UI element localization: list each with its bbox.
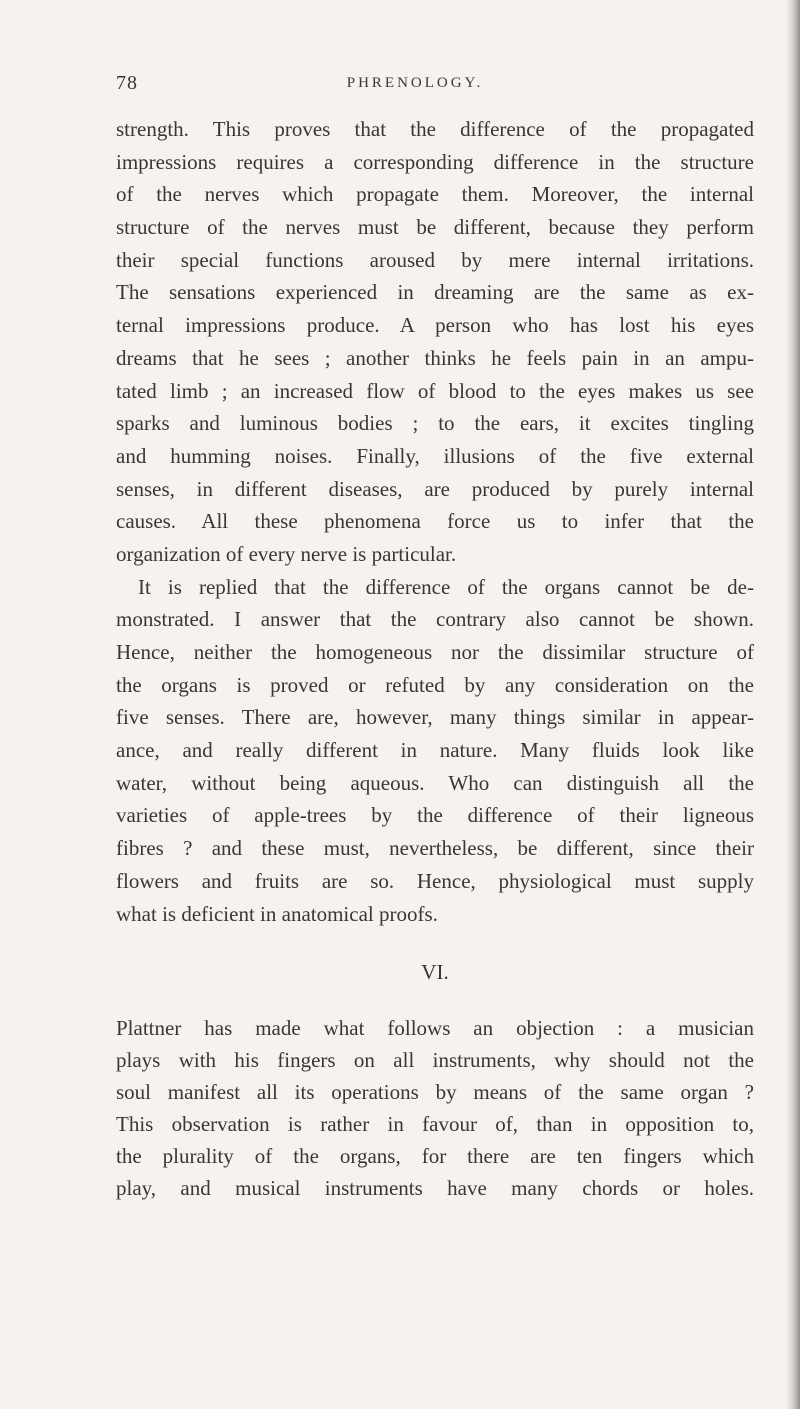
text-line: soul manifest all its operations by means of the same organ ? [116,1080,754,1104]
text-line: dreams that he sees ; another thinks he feels pain in an ampu- [116,345,754,370]
text-line: It is replied that the difference of the organs cannot be de- [138,574,754,599]
page-number: 78 [116,72,138,94]
text-line: monstrated. I answer that the contrary also cannot be shown. [116,607,754,632]
body-text-section-6 [116,1012,754,1204]
text-line: the organs is proved or refuted by any consideration on the [116,672,754,697]
page-header [0,72,800,102]
text-line: tated limb ; an increased flow of blood to the eyes makes us see [116,378,754,403]
text-line: structure of the nerves must be different, because they perform [116,215,754,240]
text-line: ternal impressions produce. A person who has lost his eyes [116,313,754,338]
text-line: The sensations experienced in dreaming are the same as ex- [116,280,754,305]
text-line: impressions requires a corresponding difference in the structure [116,149,754,174]
text-line: five senses. There are, however, many things similar in appear- [116,705,754,730]
section-heading: VI. [421,960,449,984]
text-line: play, and musical instruments have many chords or holes. [116,1176,754,1200]
text-line: Hence, neither the homogeneous nor the dissimilar structure of [116,640,754,664]
text-line: This observation is rather in favour of, than in opposition to, [116,1112,754,1136]
running-head: PHRENOLOGY. [346,75,484,91]
paragraph-1 [116,113,754,571]
text-line: what is deficient in anatomical proofs. [116,901,438,926]
text-line: causes. All these phenomena force us to infer that the [116,509,754,534]
text-line: fibres ? and these must, nevertheless, be different, since their [116,836,754,861]
text-line: and humming noises. Finally, illusions of the five external [116,443,754,468]
text-line: their special functions aroused by mere internal irritations. [116,247,754,272]
page-edge-shadow [786,0,800,1409]
text-line: of the nerves which propagate them. Moreover, the internal [116,182,754,207]
text-line: flowers and fruits are so. Hence, physiological must supply [116,868,754,893]
text-line: ance, and really different in nature. Many fluids look like [116,738,754,763]
text-line: water, without being aqueous. Who can distinguish all the [116,770,754,795]
text-line: the plurality of the organs, for there are ten fingers which [116,1144,754,1168]
text-line: strength. This proves that the difference of the propagated [116,117,754,141]
body-text [116,113,754,930]
text-line: Plattner has made what follows an objection : a musician [116,1016,754,1040]
text-line: senses, in different diseases, are produced by purely internal [116,476,754,501]
text-line: plays with his fingers on all instruments, why should not the [116,1048,754,1072]
text-line: varieties of apple-trees by the difference of their ligneous [116,803,754,828]
text-line: sparks and luminous bodies ; to the ears, it excites tingling [116,411,754,436]
paragraph-3 [116,1012,754,1204]
text-line: organization of every nerve is particular. [116,541,457,566]
paragraph-2 [116,571,754,931]
